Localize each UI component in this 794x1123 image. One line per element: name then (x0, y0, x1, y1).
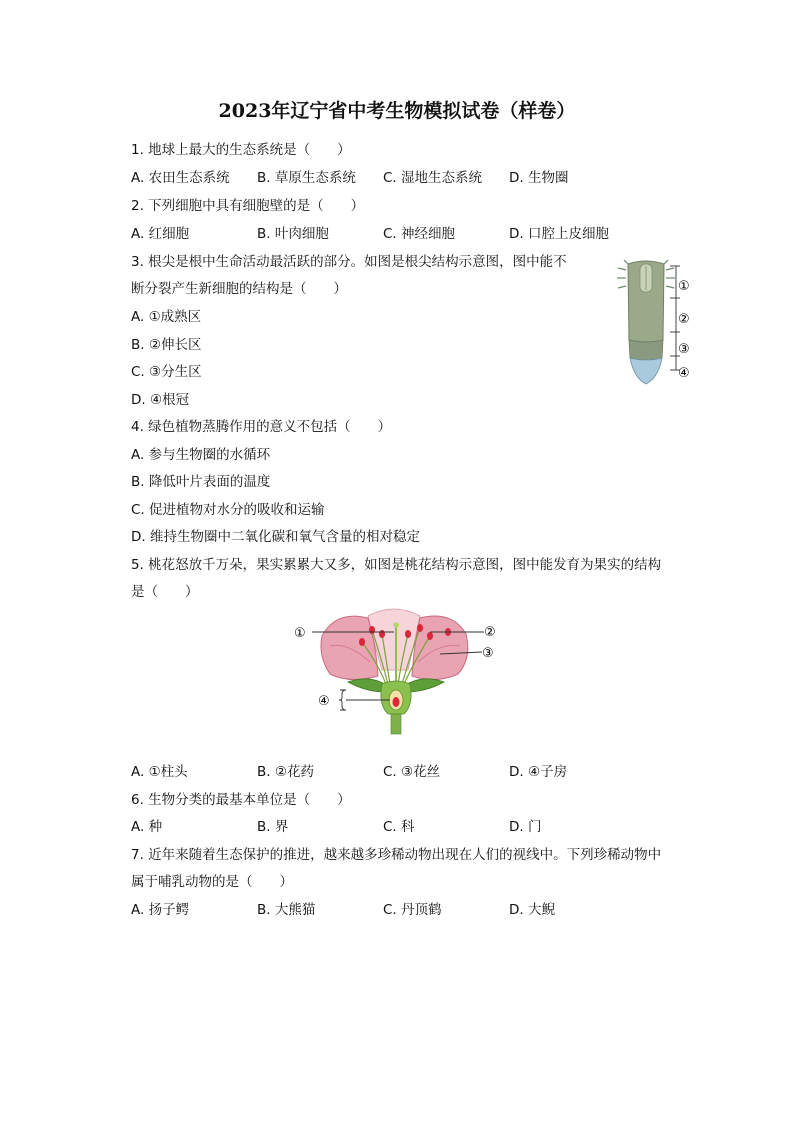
question-2-stem: 2. 下列细胞中具有细胞壁的是（ ） (131, 198, 365, 214)
q3-option-c[interactable]: C. ③分生区 (131, 364, 202, 380)
q4-option-a[interactable]: A. 参与生物圈的水循环 (131, 447, 271, 463)
page-title: 2023年辽宁省中考生物模拟试卷（样卷） (218, 100, 576, 122)
question-5-stem-line1: 5. 桃花怒放千万朵，果实累累大又多，如图是桃花结构示意图，图中能发育为果实的结构 (131, 557, 662, 573)
q3-option-a[interactable]: A. ①成熟区 (131, 309, 202, 325)
q7-option-c[interactable]: C. 丹顶鹤 (383, 902, 442, 918)
root-label-3: ③ (678, 342, 690, 357)
q3-option-b[interactable]: B. ②伸长区 (131, 337, 202, 353)
flower-label-1: ① (294, 626, 306, 641)
root-tip-figure (614, 258, 704, 388)
q4-option-c[interactable]: C. 促进植物对水分的吸收和运输 (131, 502, 325, 518)
q6-option-d[interactable]: D. 门 (509, 819, 542, 835)
q7-option-a[interactable]: A. 扬子鳄 (131, 902, 190, 918)
q1-option-a[interactable]: A. 农田生态系统 (131, 170, 230, 186)
flower-label-3: ③ (482, 646, 494, 661)
q2-option-d[interactable]: D. 口腔上皮细胞 (509, 226, 609, 242)
question-7-stem-line2: 属于哺乳动物的是（ ） (131, 874, 293, 890)
question-7-stem-line1: 7. 近年来随着生态保护的推进，越来越多珍稀动物出现在人们的视线中。下列珍稀动物中 (131, 847, 662, 863)
q1-option-d[interactable]: D. 生物圈 (509, 170, 569, 186)
q2-option-b[interactable]: B. 叶肉细胞 (257, 226, 329, 242)
q6-option-a[interactable]: A. 种 (131, 819, 163, 835)
peach-flower-figure (290, 604, 510, 736)
question-4-stem: 4. 绿色植物蒸腾作用的意义不包括（ ） (131, 419, 392, 435)
q4-option-d[interactable]: D. 维持生物圈中二氧化碳和氧气含量的相对稳定 (131, 529, 420, 545)
q4-option-b[interactable]: B. 降低叶片表面的温度 (131, 474, 271, 490)
q5-option-b[interactable]: B. ②花药 (257, 764, 314, 780)
q5-option-c[interactable]: C. ③花丝 (383, 764, 441, 780)
root-label-1: ① (678, 279, 690, 294)
question-5-stem-line2: 是（ ） (131, 584, 199, 600)
q5-option-a[interactable]: A. ①柱头 (131, 764, 188, 780)
question-1-stem: 1. 地球上最大的生态系统是（ ） (131, 142, 351, 158)
flower-label-2: ② (484, 625, 496, 640)
root-label-2: ② (678, 312, 690, 327)
q6-option-c[interactable]: C. 科 (383, 819, 415, 835)
q7-option-d[interactable]: D. 大鲵 (509, 902, 555, 918)
q3-option-d[interactable]: D. ④根冠 (131, 392, 190, 408)
q7-option-b[interactable]: B. 大熊猫 (257, 902, 316, 918)
root-label-4: ④ (678, 366, 690, 381)
q1-option-c[interactable]: C. 湿地生态系统 (383, 170, 483, 186)
question-3-stem-line2: 断分裂产生新细胞的结构是（ ） (131, 281, 347, 297)
flower-label-4: ④ (318, 694, 330, 709)
q6-option-b[interactable]: B. 界 (257, 819, 289, 835)
question-6-stem: 6. 生物分类的最基本单位是（ ） (131, 792, 351, 808)
question-3-stem-line1: 3. 根尖是根中生命活动最活跃的部分。如图是根尖结构示意图，图中能不 (131, 254, 567, 270)
q2-option-c[interactable]: C. 神经细胞 (383, 226, 456, 242)
q1-option-b[interactable]: B. 草原生态系统 (257, 170, 356, 186)
q2-option-a[interactable]: A. 红细胞 (131, 226, 190, 242)
q5-option-d[interactable]: D. ④子房 (509, 764, 568, 780)
